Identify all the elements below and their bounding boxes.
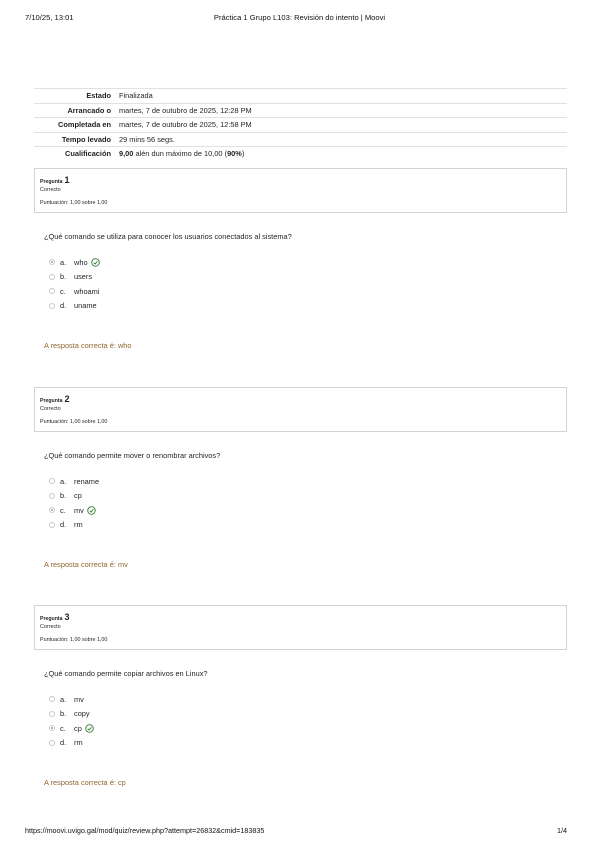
print-datetime: 7/10/25, 13:01 [25,13,74,22]
grade-text-end: ) [241,149,245,158]
question-number [40,394,70,404]
question-number [40,175,70,185]
question-number-value: 3 [64,612,70,622]
answer-text: copy [74,709,90,719]
answer-letter: c. [60,505,66,515]
answer-letter: d. [60,520,67,530]
radio-icon [49,507,55,513]
radio-icon [49,493,55,499]
answer-option [49,692,94,707]
radio-icon [49,274,55,280]
question-grade: Puntuación: 1,00 sobre 1,00 [40,419,108,425]
grade-text: alén dun máximo de 10,00 ( [133,149,228,158]
question-state: Correcto [40,624,61,630]
summary-label: Estado [34,89,115,104]
answer-text: mv [74,505,84,515]
answer-text: rm [74,520,83,530]
answer-text: rename [74,476,100,486]
answer-text: users [74,272,93,282]
answer-letter: b. [60,272,67,282]
answer-option [49,284,100,299]
summary-row-state [34,89,567,104]
question-state: Correcto [40,406,61,412]
summary-row-completed [34,118,567,133]
answer-text: who [74,257,88,267]
radio-icon [49,711,55,717]
summary-label: Completada en [34,118,115,133]
summary-row-started [34,103,567,118]
answer-letter: d. [60,738,67,748]
answer-option [49,299,100,314]
question-text: ¿Qué comando permite copiar archivos en Linux? [44,669,208,678]
question-text: ¿Qué comando permite mover o renombrar archivos? [44,451,221,460]
summary-label: Tempo levado [34,132,115,147]
question-info-box [34,387,567,432]
answer-text: mv [74,694,84,704]
print-url: https://moovi.uvigo.gal/mod/quiz/review.php?attempt=26832&cmid=183835 [25,826,265,835]
answer-letter: a. [60,476,67,486]
question-prefix: Pregunta [40,398,63,404]
answer-option [49,270,100,285]
answer-list [49,692,94,750]
answer-letter: d. [60,301,67,311]
answer-letter: c. [60,723,66,733]
answer-text: cp [74,723,82,733]
question-text: ¿Qué comando se utiliza para conocer los usuarios conectados al sistema? [44,232,292,241]
answer-letter: b. [60,491,67,501]
answer-option [49,721,94,736]
radio-icon [49,725,55,731]
answer-option [49,736,94,751]
summary-value: martes, 7 de outubro de 2025, 12:58 PM [115,118,567,133]
answer-text: uname [74,301,97,311]
answer-list [49,255,100,313]
answer-option [49,255,100,270]
radio-icon [49,478,55,484]
radio-icon [49,522,55,528]
question-grade: Puntuación: 1,00 sobre 1,00 [40,637,108,643]
summary-row-grade [34,147,567,161]
right-answer-feedback: A resposta correcta é: mv [44,560,128,569]
grade-score: 9,00 [119,149,134,158]
grade-percent: 90% [227,149,242,158]
summary-label: Arrancado o [34,103,115,118]
answer-option [49,489,99,504]
summary-value: martes, 7 de outubro de 2025, 12:28 PM [115,103,567,118]
answer-option [49,474,99,489]
attempt-summary-table [34,88,567,161]
radio-icon [49,303,55,309]
answer-option [49,518,99,533]
radio-icon [49,740,55,746]
radio-icon [49,259,55,265]
question-state: Correcto [40,187,61,193]
summary-row-time-taken [34,132,567,147]
check-circle-icon [85,724,94,733]
question-info-box [34,605,567,650]
question-prefix: Pregunta [40,179,63,185]
summary-value: 29 mins 56 segs. [115,132,567,147]
print-page-title: Práctica 1 Grupo L103: Revisión do intento | Moovi [213,13,386,22]
question-number-value: 2 [64,394,70,404]
right-answer-feedback: A resposta correcta é: who [44,341,132,350]
check-circle-icon [91,258,100,267]
radio-icon [49,288,55,294]
radio-icon [49,696,55,702]
question-number [40,612,70,622]
answer-text: cp [74,491,82,501]
question-info-box [34,168,567,213]
question-number-value: 1 [64,175,70,185]
right-answer-feedback: A resposta correcta é: cp [44,778,126,787]
question-prefix: Pregunta [40,616,63,622]
answer-text: rm [74,738,83,748]
answer-letter: b. [60,709,67,719]
summary-value [115,147,567,161]
print-page-number: 1/4 [557,826,567,835]
answer-list [49,474,99,532]
question-grade: Puntuación: 1,00 sobre 1,00 [40,200,108,206]
summary-value: Finalizada [115,89,567,104]
answer-letter: a. [60,257,67,267]
answer-option [49,503,99,518]
answer-option [49,707,94,722]
summary-label: Cualificación [34,147,115,161]
answer-letter: a. [60,694,67,704]
check-circle-icon [87,506,96,515]
answer-letter: c. [60,286,66,296]
answer-text: whoami [74,286,100,296]
